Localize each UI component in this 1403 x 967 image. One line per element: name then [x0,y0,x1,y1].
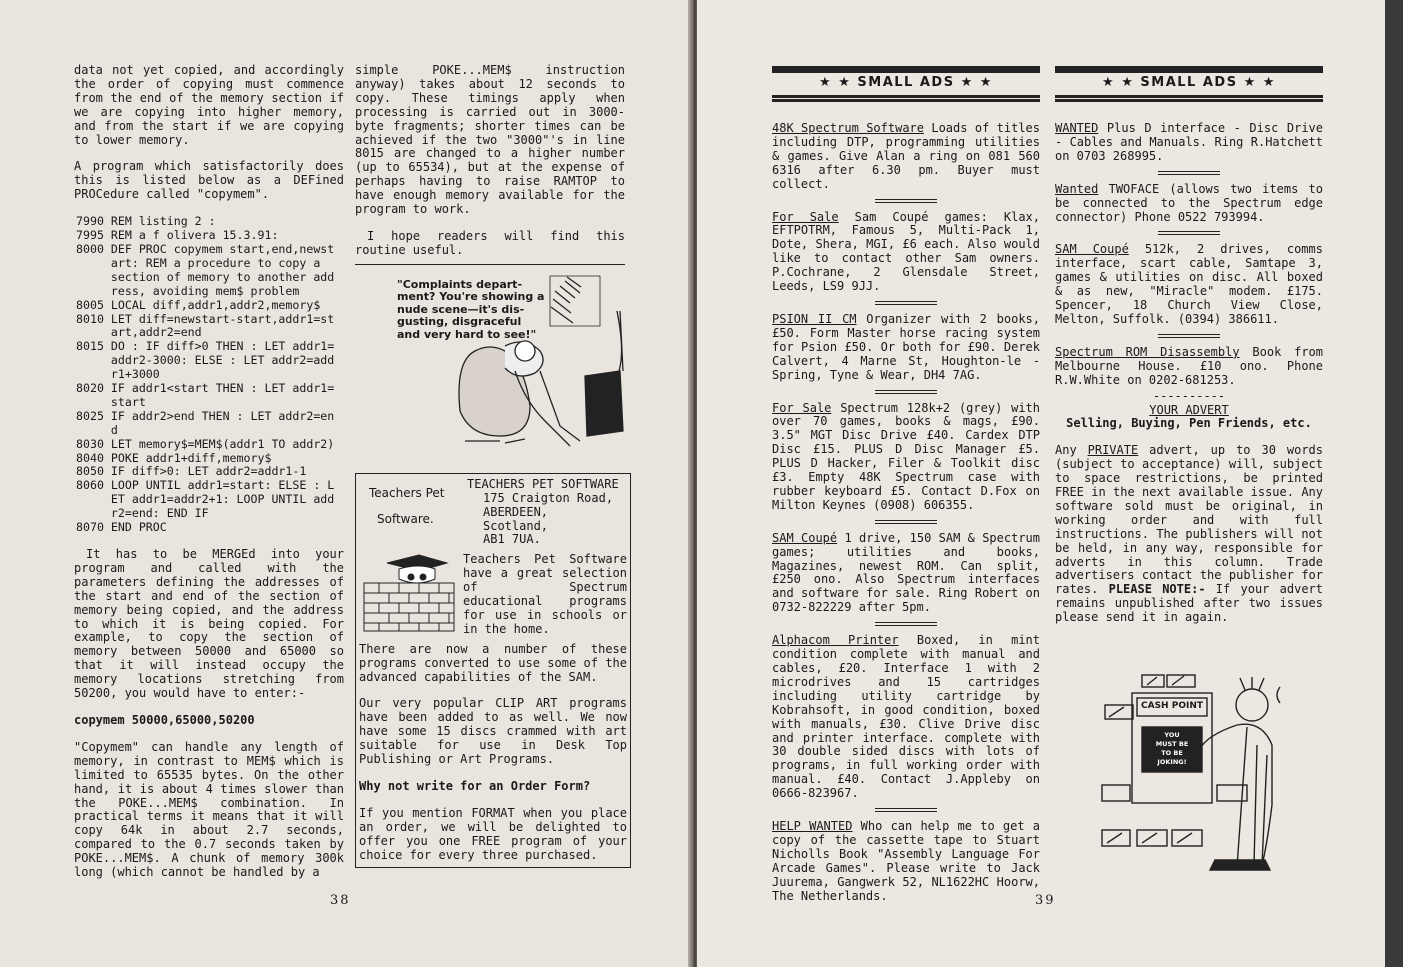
your-advert-title: YOUR ADVERT [1149,402,1229,417]
ad-body: Plus D interface - Disc Drive - Cables and Manuals. Ring R.Hatchett on 0703 268995. [1055,121,1323,163]
small-ads-banner [772,66,1040,104]
page-number: 38 [330,893,351,908]
logo-line: Software. [377,511,434,526]
example-command: copymem 50000,65000,50200 [74,712,255,727]
ad-title: Alphacom Printer [772,633,899,648]
ad-separator [875,520,937,524]
banner-title: ★ ★ SMALL ADS ★ ★ [1102,75,1276,90]
paragraph: "Copymem" can handle any length of memory, in contrast to MEM$ which is limited to 65535 bytes. On the other hand, it is about 4 times slower than the POKE...MEM$ combination. In practical terms it means that it will copy 64k in about 2.7 seconds, compared to the 0.7 seconds taken by POKE...MEM$. A chunk of memory 300k long (which cannot be handled by a [74,739,344,880]
page-number: 39 [1035,893,1056,908]
small-ad [772,313,1040,383]
ad-title: Spectrum ROM Disassembly [1055,344,1240,359]
logo-line: Teachers Pet [369,485,445,500]
ad-separator [875,301,937,305]
graduate-wall-icon [359,553,459,633]
ad-body: Who can help me to get a copy of the cassette tape to Stuart Nicholls Book "Assembly Language For Arcade Games". Please write to Jack Juurema, Gangwerk 52, NL1622HC Hoorw, The Netherlands. [772,819,1040,903]
ad-separator [875,808,937,812]
small-ad [1055,183,1323,225]
left-page [0,0,690,967]
paragraph: There are now a number of these programs converted to use some of the advanced capabilities of the SAM. [359,641,627,684]
teachers-pet-advert [355,473,631,868]
cash-point-cartoon [1097,665,1312,875]
ads-column-b [1055,122,1323,625]
small-ad [772,820,1040,903]
paragraph: data not yet copied, and accordingly the order of copying must commence from the end of the memory section if we are copying into higher memory, and from the start if we are copying to lower memory. [74,63,344,147]
small-ad [1055,346,1323,388]
small-ad [772,122,1040,192]
ad-title: 48K Spectrum Software [772,121,924,135]
screen-line: YOU [1164,731,1180,739]
address-line: TEACHERS PET SOFTWARE [467,476,619,491]
cartoon-caption: "Complaints depart-ment? You're showing a nude scene—it's dis-gusting, disgraceful and very hard to see!" [397,277,545,341]
ads-column-a [772,122,1040,904]
background-edge [1385,0,1403,967]
paragraph: If you mention FORMAT when you place an order, we will be delighted to offer you one FREE program of your choice for every three purchased. [359,805,627,862]
left-column-a [74,64,344,880]
ad-body: 512k, 2 drives, comms interface, scart cable, Samtape 3, games & utilities on disc. All boxed & as new, "Miracle" modem. £175. Spencer, 18 Church View Close, Melton, Suffolk. (0394) 386611. [1055,242,1323,326]
ad-body: Organizer with 2 books, £50. Form Master horse racing system for Psion £50. Or both for £90. Derek Calvert, 4 Marne St, Houghton-le -Spring, Tyne & Wear, DH4 7AG. [772,311,1040,382]
text-fragment: Any [1055,443,1088,458]
ad-separator [1158,334,1220,338]
address-line: 175 Craigton Road, [483,490,614,505]
address-line: AB1 7UA. [483,532,541,547]
screen-line: MUST BE [1155,740,1189,748]
paragraph: Our very popular CLIP ART programs have been added to as well. We now have some 15 discs crammed with art suitable for use in Desk Top Publishing or Art Programs. [359,696,627,767]
right-page [697,0,1385,967]
small-ad [772,402,1040,513]
text-fragment: PRIVATE [1087,443,1139,458]
cartoon-illustration-icon [355,271,625,461]
ad-separator [875,199,937,203]
banner-title: ★ ★ SMALL ADS ★ ★ [819,75,993,90]
ad-title: Wanted [1055,181,1099,196]
text-fragment: If your advert remains unpublished after two issues please send it in again. [1055,582,1324,625]
your-advert-subtitle: Selling, Buying, Pen Friends, etc. [1066,416,1312,431]
screen-line: JOKING! [1157,758,1187,766]
ad-body: Sam Coupé games: Klax, EFTPOTRM, Famous 5, Multi-Pack 1, Dote, Shera, MGI, £6 each. Also would like to contact other Sam owners. P.Cochrane, 2 Glensdale Street, Leeds, LS9 9JJ. [772,209,1041,294]
ad-title: SAM Coupé [772,530,838,545]
ad-title: PSION II CM [772,311,857,326]
ad-separator [1158,171,1220,175]
ad-body: TWOFACE (allows two items to be connected to the Spectrum edge connector) Phone 0522 793994. [1055,181,1323,224]
cash-machine-icon [1097,665,1312,875]
small-ad [1055,243,1323,326]
atm-screen [1142,731,1202,767]
small-ad [772,211,1040,294]
ad-title: For Sale [772,209,839,224]
address-line: ABERDEEN, [483,504,549,519]
teachers-pet-logo [359,478,459,538]
teachers-pet-intro: Teachers Pet Software have a great selection of Spectrum educational programs for use in schools or in the home. [463,552,627,636]
left-column-b [355,64,625,868]
ad-body: Spectrum 128k+2 (grey) with over 70 games, books & mags, £90. 3.5" MGT Disc Drive £40. Cardex DTP Disc £15. PLUS D Disc Manager £5. PLUS D Hacker, Filer & Toolkit disc £3. Empty 48K Spectrum case with rubber keyboard £5. Contact D.Fox on Milton Keynes (0908) 606355. [772,400,1041,512]
ad-title: For Sale [772,400,832,415]
small-ad [772,634,1040,801]
paragraph: simple POKE...MEM$ instruction anyway) takes about 12 seconds to copy. These timings apply when processing is carried out in 3000-byte fragments; shorter times can be achieved if the two "3000"'s in line 8015 are changed to a higher number (up to 65534), but at the expense of perhaps having to raise RAMTOP to have enough memory available for the program to work. [355,63,625,217]
ad-separator [875,390,937,394]
ad-body: Boxed, in mint condition complete with manual and cables, £20. Interface 1 with 2 microdrives and 15 cartridges including utility cartridge by Kobrahsoft, in good condition, boxed with manuals, £30. Clive Drive disc and printer interface. complete with 30 double sided discs with lots of programs, in full working order with manual. £40. Contact J.Appleby on 0666-823967. [772,633,1041,801]
small-ads-banner [1055,66,1323,104]
ad-separator [1158,231,1220,235]
ad-body: Book from Melbourne House. £10 ono. Phone R.W.White on 0202-681253. [1055,344,1324,387]
paragraph: I hope readers will find this routine useful. [355,228,625,257]
text-fragment: advert, up to 30 words (subject to acceptance) will, subject to space restrictions, be printed FREE in the next available issue. Any software sold must be original, in working order and with full instructions. The publishers will not be held, in any way, responsible for adverts in this column. Trade advertisers contact the publisher for rates. [1055,443,1323,597]
paragraph: A program which satisfactorily does this is listed below as a DEFined PROCedure called "copymem". [74,159,344,202]
divider [355,264,625,265]
your-advert-body [1055,444,1323,625]
address-line: Scotland, [483,518,549,533]
paragraph: It has to be MERGEd into your program and called with the parameters defining the addresses of the start and end of the section of memory being copied, and the address to which it is being copied. For example, to copy the section of memory between 50000 and 65000 so that it will instead occupy the memory locations stretching from 50200, you would have to enter:- [74,547,344,701]
ad-body: 1 drive, 150 SAM & Spectrum games; utilities and books, Magazines, newest ROM. Can split, £250 ono. Also Spectrum interfaces and software for sale. Ring Robert on 0732-822229 after 5pm. [772,530,1040,615]
ad-title: WANTED [1055,121,1099,135]
ad-separator [875,622,937,626]
ad-title: HELP WANTED [772,819,853,834]
teachers-pet-address [459,478,627,548]
cartoon [355,271,625,461]
cash-point-sign: CASH POINT [1141,701,1203,711]
order-form-heading: Why not write for an Order Form? [359,779,591,793]
ad-body: Loads of titles including DTP, programming utilities & games. Give Alan a ring on 081 560 6316 after 6.30 pm. Buyer must collect. [772,121,1041,191]
dash-separator: ---------- [1152,388,1226,403]
screen-line: TO BE [1161,749,1183,757]
ad-title: SAM Coupé [1055,242,1129,257]
text-fragment: PLEASE NOTE:- [1108,582,1206,597]
code-listing: 7990 REM listing 2 : 7995 REM a f olivera 15.3.91: 8000 DEF PROC copymem start,end,newst art: REM a procedure to copy a section of memory to another add ress, avoiding mem$ problem 8005 LOCAL diff,addr1,addr2,memory$ 8010 LET diff=newstart-start,addr1=st art,addr2=end 8015 DO : IF diff>0 THEN : LET addr1= addr2-3000: ELSE : LET addr2=add r1+3000 8020 IF addr1<start THEN : LET addr1= start 8025 IF addr2>end THEN : LET addr2=en d 8030 LET memory$=MEM$(addr1 TO addr2) 8040 POKE addr1+diff,memory$ 8050 IF diff>0: LET addr2=addr1-1 8060 LOOP UNTIL addr1=start: ELSE : L ET addr1=addr2+1: LOOP UNTIL add r2=end: END IF 8070 END PROC [76,214,335,535]
small-ad [772,532,1040,615]
small-ad [1055,122,1323,164]
